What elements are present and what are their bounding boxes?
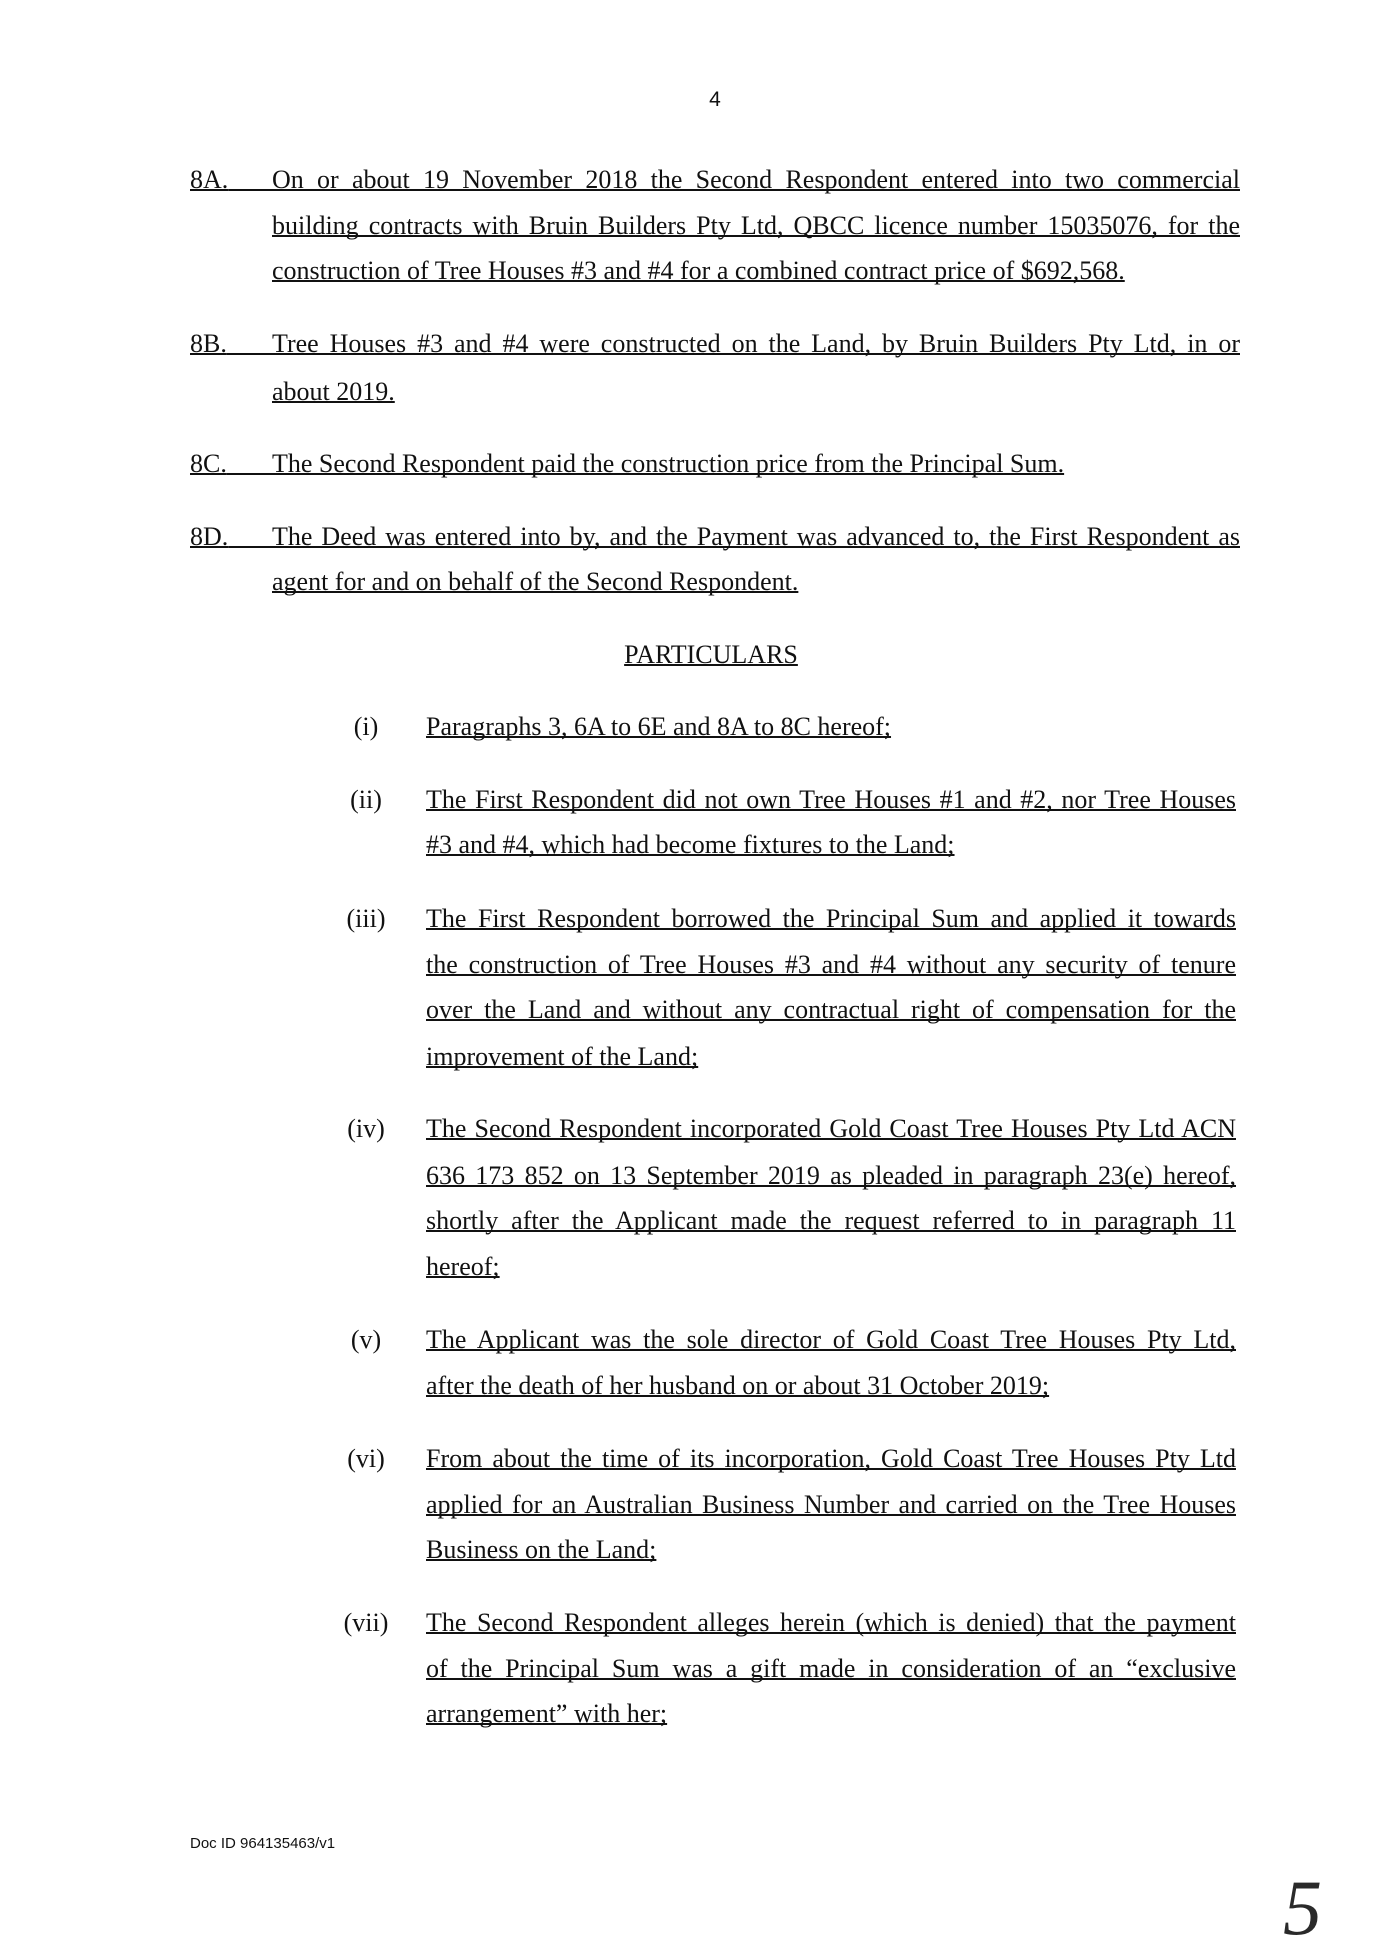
- doc-id: Doc ID 964135463/v1: [190, 1835, 336, 1852]
- paragraph-8b-line-1: Tree Houses #3 and #4 were constructed on the Land, by Bruin Builders Pty Ltd, in or: [272, 329, 1240, 358]
- particular-iv-line-4: hereof;: [426, 1252, 500, 1281]
- particular-ii-label: (ii): [350, 785, 382, 814]
- particular-vi-line-1: From about the time of its incorporation, Gold Coast Tree Houses Pty Ltd: [426, 1444, 1236, 1473]
- particular-vii-line-2: of the Principal Sum was a gift made in consideration of an “exclusive: [426, 1654, 1236, 1683]
- particular-v-label: (v): [350, 1325, 382, 1354]
- particular-iv-label: (iv): [347, 1114, 385, 1143]
- particular-v-line-2: after the death of her husband on or about 31 October 2019;: [426, 1371, 1050, 1400]
- paragraph-8d-label: 8D.: [190, 522, 229, 551]
- particular-ii-line-2: #3 and #4, which had become fixtures to the Land;: [426, 830, 955, 859]
- particular-iii-line-1: The First Respondent borrowed the Principal Sum and applied it towards: [426, 904, 1236, 933]
- paragraph-8a-label: 8A.: [190, 165, 229, 194]
- paragraph-8a-line-1: On or about 19 November 2018 the Second Respondent entered into two commercial: [272, 165, 1240, 194]
- particular-vii-label: (vii): [343, 1608, 389, 1637]
- particular-v-line-1: The Applicant was the sole director of Gold Coast Tree Houses Pty Ltd,: [426, 1325, 1236, 1354]
- particular-vii-line-1: The Second Respondent alleges herein (which is denied) that the payment: [426, 1608, 1236, 1637]
- particular-vi-line-3: Business on the Land;: [426, 1535, 657, 1564]
- page-number: 4: [709, 88, 721, 111]
- paragraph-8d-line-1: The Deed was entered into by, and the Payment was advanced to, the First Respondent as: [272, 522, 1240, 551]
- particular-iii-line-2: the construction of Tree Houses #3 and #4 without any security of tenure: [426, 950, 1236, 979]
- particulars-heading: PARTICULARS: [624, 640, 798, 669]
- paragraph-8b-line-2: about 2019.: [272, 377, 395, 406]
- paragraph-8b-label: 8B.: [190, 329, 227, 358]
- particular-vii-line-3: arrangement” with her;: [426, 1699, 668, 1728]
- paragraph-8a-line-3: construction of Tree Houses #3 and #4 for a combined contract price of $692,568.: [272, 256, 1125, 285]
- handwritten-page-mark: 5: [1283, 1864, 1322, 1948]
- paragraph-8c-label: 8C.: [190, 449, 227, 478]
- particular-iii-label: (iii): [346, 904, 386, 933]
- particular-iii-line-3: over the Land and without any contractual right of compensation for the: [426, 995, 1236, 1024]
- particular-vi-label: (vi): [347, 1444, 385, 1473]
- particular-iv-line-3: shortly after the Applicant made the request referred to in paragraph 11: [426, 1206, 1236, 1235]
- particular-i-line-1: Paragraphs 3, 6A to 6E and 8A to 8C hereof;: [426, 712, 892, 741]
- particular-iv-line-1: The Second Respondent incorporated Gold Coast Tree Houses Pty Ltd ACN: [426, 1114, 1236, 1143]
- particular-iv-line-2: 636 173 852 on 13 September 2019 as pleaded in paragraph 23(e) hereof,: [426, 1161, 1236, 1190]
- particular-vi-line-2: applied for an Australian Business Number and carried on the Tree Houses: [426, 1490, 1236, 1519]
- particular-iii-line-4: improvement of the Land;: [426, 1042, 699, 1071]
- paragraph-8d-line-2: agent for and on behalf of the Second Respondent.: [272, 567, 799, 596]
- particular-i-label: (i): [353, 712, 379, 741]
- particular-ii-line-1: The First Respondent did not own Tree Houses #1 and #2, nor Tree Houses: [426, 785, 1236, 814]
- paragraph-8a-line-2: building contracts with Bruin Builders Pty Ltd, QBCC licence number 15035076, for the: [272, 211, 1240, 240]
- paragraph-8c-line-1: The Second Respondent paid the construction price from the Principal Sum.: [272, 449, 1065, 478]
